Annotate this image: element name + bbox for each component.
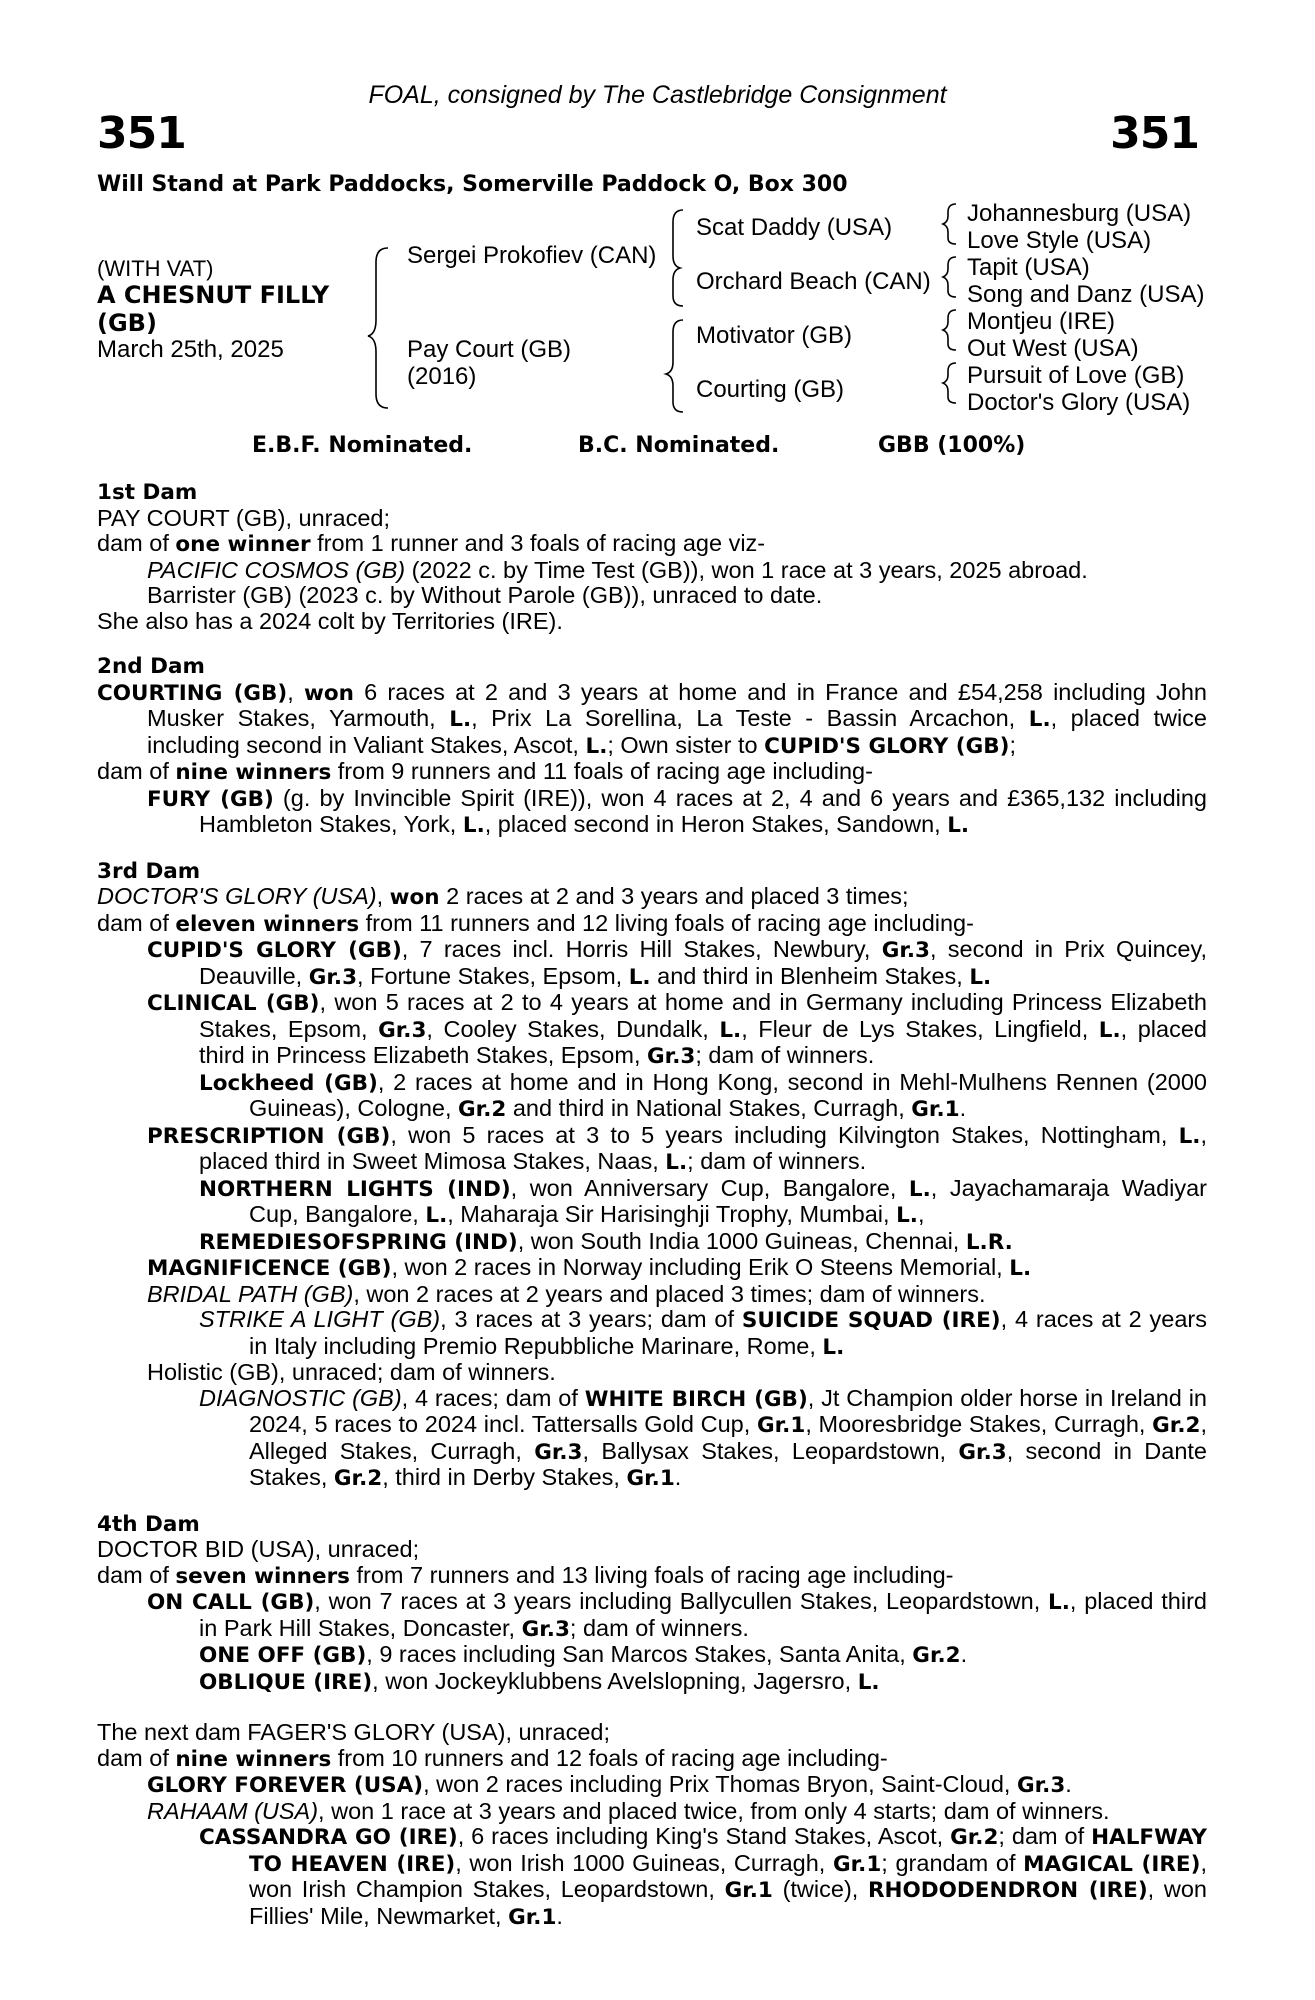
first-dam-heading: 1st Dam <box>97 480 198 505</box>
dam-year: (2016) <box>407 363 477 390</box>
sd-dam: Song and Danz (USA) <box>967 281 1205 308</box>
dd-sire: Pursuit of Love (GB) <box>967 362 1185 389</box>
fourth-dam-section <box>97 1512 1207 1696</box>
ds-sire: Montjeu (IRE) <box>967 308 1116 335</box>
third-dam-heading: 3rd Dam <box>97 858 201 884</box>
dam-name: Pay Court (GB) <box>407 336 572 363</box>
fourth-dam-heading: 4th Dam <box>97 1511 200 1537</box>
bracket-sd <box>943 257 956 297</box>
next-dam-produce-summary: dam of nine winners from 10 runners and 12 foals of racing age including- <box>97 1744 888 1772</box>
produce-entry: OBLIQUE (IRE), won Jockeyklubbens Avelslopning, Jagersro, L. <box>199 1667 880 1695</box>
bracket-dd <box>943 363 956 403</box>
ss-dam: Love Style (USA) <box>967 227 1152 254</box>
second-dam-heading: 2nd Dam <box>97 654 205 679</box>
produce-entry: Holistic (GB), unraced; dam of winners. <box>147 1359 556 1385</box>
bracket-ss <box>943 204 956 244</box>
lot-number-left: 351 <box>97 108 186 159</box>
produce-entry: MAGNIFICENCE (GB), won 2 races in Norway including Erik O Steens Memorial, L. <box>147 1254 1032 1281</box>
produce-entry: RAHAAM (USA), won 1 race at 3 years and placed twice, from only 4 starts; dam of winners. <box>147 1797 1110 1824</box>
catalogue-body <box>97 480 1207 1930</box>
bc-nomination: B.C. Nominated. <box>578 433 780 458</box>
vat-note: (WITH VAT) <box>97 256 214 281</box>
ebf-nomination: E.B.F. Nominated. <box>252 433 473 458</box>
bracket-gen1 <box>368 248 388 408</box>
produce-entry: ONE OFF (GB), 9 races including San Marcos Stakes, Santa Anita, Gr.2. <box>199 1641 968 1668</box>
bracket-dam <box>666 320 683 412</box>
bracket-ds <box>943 310 956 350</box>
produce-entry: DIAGNOSTIC (GB), 4 races; dam of WHITE BIRCH (GB), Jt Champion older horse in Ireland in 2024, 5 races to 2024 incl. Tattersalls Gold Cup, Gr.1, Mooresbridge Stakes, Curragh, Gr.2, Alleged Stakes, Curragh, Gr.3, Ballysax Stakes, Leopardstown, Gr.3, second in Dante Stakes, Gr.2, third in Derby Stakes, Gr.1. <box>199 1384 1207 1491</box>
sire-dam: Orchard Beach (CAN) <box>696 268 931 295</box>
produce-entry: PACIFIC COSMOS (GB) (2022 c. by Time Test (GB)), won 1 race at 3 years, 2025 abroad. <box>147 556 1088 583</box>
second-dam-line: COURTING (GB), won 6 races at 2 and 3 years at home and in France and £54,258 including John Musker Stakes, Yarmouth, L., Prix La Sorellina, La Teste - Bassin Arcachon, L., placed twice including second in Valiant Stakes, Ascot, L.; Own sister to CUPID'S GLORY (GB); <box>97 678 1207 759</box>
first-dam-section <box>97 480 1207 634</box>
lot-number-right: 351 <box>1110 108 1199 159</box>
third-dam-produce-summary: dam of eleven winners from 11 runners and 12 living foals of racing age including- <box>97 909 974 937</box>
produce-entry: BRIDAL PATH (GB), won 2 races at 2 years and placed 3 times; dam of winners. <box>147 1280 986 1307</box>
produce-entry: ON CALL (GB), won 7 races at 3 years including Ballycullen Stakes, Leopardstown, L., placed third in Park Hill Stakes, Doncaster, Gr.3; dam of winners. <box>147 1588 1207 1642</box>
fourth-dam-produce-summary: dam of seven winners from 7 runners and 13 living foals of racing age including- <box>97 1561 954 1589</box>
produce-entry: Barrister (GB) (2023 c. by Without Parole (GB)), unraced to date. <box>147 582 823 608</box>
third-dam-line: DOCTOR'S GLORY (USA), won 2 races at 2 and 3 years and placed 3 times; <box>97 883 909 910</box>
third-dam-section <box>97 859 1207 1492</box>
produce-entry: Lockheed (GB), 2 races at home and in Hong Kong, second in Mehl-Mulhens Rennen (2000 Guineas), Cologne, Gr.2 and third in National Stakes, Curragh, Gr.1. <box>199 1068 1207 1122</box>
ss-sire: Johannesburg (USA) <box>967 200 1192 227</box>
dam-dam: Courting (GB) <box>696 376 845 403</box>
consignor-line: FOAL, consigned by The Castlebridge Consignment <box>368 81 947 109</box>
next-dam-line: The next dam FAGER'S GLORY (USA), unraced; <box>97 1719 610 1745</box>
foaling-date: March 25th, 2025 <box>97 336 284 363</box>
first-dam-line: PAY COURT (GB), unraced; <box>97 504 390 531</box>
dam-sire: Motivator (GB) <box>696 322 853 349</box>
second-dam-produce-summary: dam of nine winners from 9 runners and 11 foals of racing age including- <box>97 758 873 785</box>
produce-entry: NORTHERN LIGHTS (IND), won Anniversary Cup, Bangalore, L., Jayachamaraja Wadiyar Cup, Bangalore, L., Maharaja Sir Harisinghji Trophy, Mumbai, L., <box>199 1174 1208 1228</box>
fourth-dam-line: DOCTOR BID (USA), unraced; <box>97 1536 420 1562</box>
first-dam-produce-summary: dam of one winner from 1 runner and 3 foals of racing age viz- <box>97 530 766 557</box>
produce-entry: STRIKE A LIGHT (GB), 3 races at 3 years; dam of SUICIDE SQUAD (IRE), 4 races at 2 years in Italy including Premio Repubbliche Marinare, Rome, L. <box>199 1306 1207 1360</box>
produce-entry: CUPID'S GLORY (GB), 7 races incl. Horris Hill Stakes, Newbury, Gr.3, second in Prix Quincey, Deauville, Gr.3, Fortune Stakes, Epsom, L. and third in Blenheim Stakes, L. <box>147 936 1207 990</box>
stabling-location: Will Stand at Park Paddocks, Somerville Paddock O, Box 300 <box>97 172 848 197</box>
first-dam-note: She also has a 2024 colt by Territories (IRE). <box>97 607 563 634</box>
produce-entry: REMEDIESOFSPRING (IND), won South India 1000 Guineas, Chennai, L.R. <box>199 1227 1013 1255</box>
next-dam-section <box>97 1720 1207 1930</box>
bracket-sire <box>673 210 683 306</box>
produce-entry: CLINICAL (GB), won 5 races at 2 to 4 years at home and in Germany including Princess Elizabeth Stakes, Epsom, Gr.3, Cooley Stakes, Dundalk, L., Fleur de Lys Stakes, Lingfield, L., placed third in Princess Elizabeth Stakes, Epsom, Gr.3; dam of winners. <box>147 989 1207 1069</box>
produce-entry: FURY (GB) (g. by Invincible Spirit (IRE)), won 4 races at 2, 4 and 6 years and £365,132 including Hambleton Stakes, York, L., placed second in Heron Stakes, Sandown, L. <box>147 784 1208 838</box>
horse-name-line2: (GB) <box>97 309 157 337</box>
ds-dam: Out West (USA) <box>967 335 1139 362</box>
sire-sire: Scat Daddy (USA) <box>696 214 893 241</box>
produce-entry: PRESCRIPTION (GB), won 5 races at 3 to 5 years including Kilvington Stakes, Nottingham, L., placed third in Sweet Mimosa Stakes, Naas, L.; dam of winners. <box>147 1121 1207 1175</box>
gbb-status: GBB (100%) <box>878 433 1026 458</box>
sd-sire: Tapit (USA) <box>967 254 1090 281</box>
second-dam-section <box>97 654 1207 839</box>
produce-entry: GLORY FOREVER (USA), won 2 races including Prix Thomas Bryon, Saint-Cloud, Gr.3. <box>147 1771 1072 1798</box>
dd-dam: Doctor's Glory (USA) <box>967 389 1191 416</box>
produce-entry: CASSANDRA GO (IRE), 6 races including King's Stand Stakes, Ascot, Gr.2; dam of HALFWAY TO HEAVEN (IRE), won Irish 1000 Guineas, Curragh, Gr.1; grandam of MAGICAL (IRE), won Irish Champion Stakes, Leopardstown, Gr.1 (twice), RHODODENDRON (IRE), won Fillies' Mile, Newmarket, Gr.1. <box>199 1823 1207 1930</box>
horse-name-line1: A CHESNUT FILLY <box>97 281 330 309</box>
sire-name: Sergei Prokofiev (CAN) <box>407 242 657 269</box>
